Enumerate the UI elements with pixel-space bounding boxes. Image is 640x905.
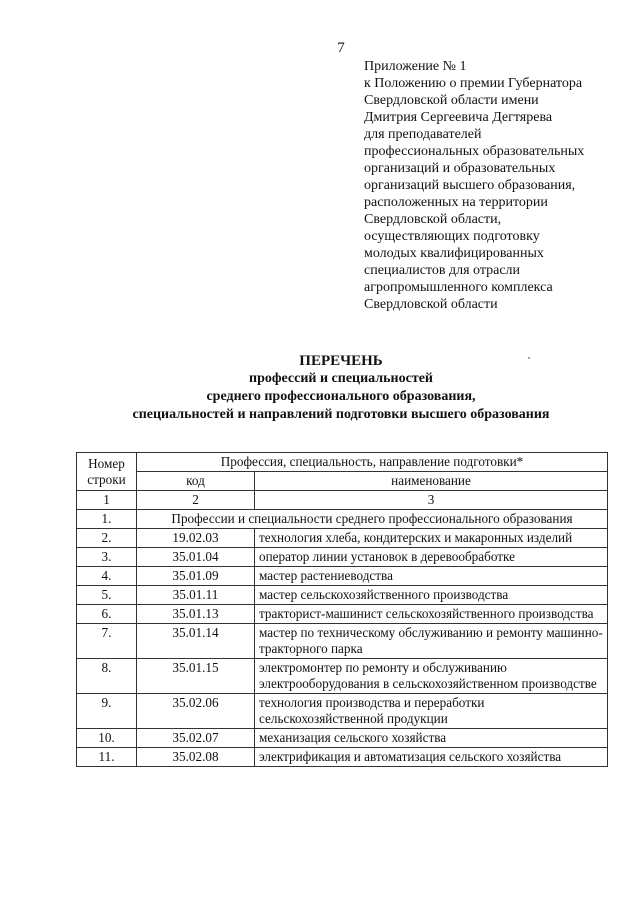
column-number: 2 bbox=[137, 491, 255, 510]
row-name: технология производства и переработки сельскохозяйственной продукции bbox=[255, 694, 608, 729]
row-name: механизация сельского хозяйства bbox=[255, 729, 608, 748]
table-row bbox=[77, 729, 608, 748]
row-code: 35.01.11 bbox=[137, 586, 255, 605]
appendix-line: профессиональных образовательных bbox=[364, 144, 585, 159]
column-numbers-row bbox=[77, 491, 608, 510]
row-code: 35.01.14 bbox=[137, 624, 255, 659]
appendix-line: расположенных на территории bbox=[364, 195, 548, 210]
table-row bbox=[77, 694, 608, 729]
row-code: 35.02.07 bbox=[137, 729, 255, 748]
document-title bbox=[0, 352, 640, 424]
title-line: профессий и специальностей bbox=[249, 371, 433, 386]
appendix-line: к Положению о премии Губернатора bbox=[364, 76, 583, 91]
appendix-line: Приложение № 1 bbox=[364, 59, 467, 74]
table-subheader-row bbox=[77, 472, 608, 491]
title-line: специальностей и направлений подготовки высшего образования bbox=[132, 407, 550, 422]
row-number: 9. bbox=[77, 694, 137, 729]
title-line: среднего профессионального образования, bbox=[206, 389, 476, 404]
appendix-line: Дмитрия Сергеевича Дегтярева bbox=[364, 110, 553, 125]
appendix-line: Свердловской области bbox=[364, 297, 498, 312]
table-header-row bbox=[77, 453, 608, 472]
column-number: 1 bbox=[77, 491, 137, 510]
row-code: 35.02.06 bbox=[137, 694, 255, 729]
table-row bbox=[77, 659, 608, 694]
table-row bbox=[77, 567, 608, 586]
row-number: 3. bbox=[77, 548, 137, 567]
header-name: наименование bbox=[255, 472, 608, 491]
row-code: 35.02.08 bbox=[137, 748, 255, 767]
row-name: электромонтер по ремонту и обслуживанию электрооборудования в сельскохозяйственном производстве bbox=[255, 659, 608, 694]
row-number: 5. bbox=[77, 586, 137, 605]
table-row bbox=[77, 605, 608, 624]
appendix-line: организаций и образовательных bbox=[364, 161, 556, 176]
section-title: Профессии и специальности среднего профессионального образования bbox=[137, 510, 608, 529]
row-number: 10. bbox=[77, 729, 137, 748]
row-name: электрификация и автоматизация сельского хозяйства bbox=[255, 748, 608, 767]
professions-table bbox=[76, 452, 608, 767]
table-row bbox=[77, 529, 608, 548]
row-number: 6. bbox=[77, 605, 137, 624]
appendix-line: организаций высшего образования, bbox=[364, 178, 576, 193]
appendix-line: для преподавателей bbox=[364, 127, 482, 142]
appendix-line: молодых квалифицированных bbox=[364, 246, 544, 261]
appendix-line: агропромышленного комплекса bbox=[364, 280, 553, 295]
appendix-line: осуществляющих подготовку bbox=[364, 229, 540, 244]
page-number: 7 bbox=[337, 40, 345, 56]
row-number: 4. bbox=[77, 567, 137, 586]
row-name: оператор линии установок в деревообработке bbox=[255, 548, 608, 567]
header-number: Номер строки bbox=[77, 453, 137, 491]
row-number: 11. bbox=[77, 748, 137, 767]
header-profession: Профессия, специальность, направление подготовки* bbox=[137, 453, 608, 472]
row-number: 7. bbox=[77, 624, 137, 659]
table-row bbox=[77, 586, 608, 605]
header-code: код bbox=[137, 472, 255, 491]
row-code: 35.01.09 bbox=[137, 567, 255, 586]
section-number: 1. bbox=[77, 510, 137, 529]
row-name: технология хлеба, кондитерских и макаронных изделий bbox=[255, 529, 608, 548]
title-main: ПЕРЕЧЕНЬ bbox=[299, 353, 383, 369]
row-name: мастер растениеводства bbox=[255, 567, 608, 586]
appendix-line: специалистов для отрасли bbox=[364, 263, 521, 278]
column-number: 3 bbox=[255, 491, 608, 510]
row-number: 8. bbox=[77, 659, 137, 694]
appendix-line: Свердловской области имени bbox=[364, 93, 539, 108]
table-row bbox=[77, 624, 608, 659]
appendix-line: Свердловской области, bbox=[364, 212, 502, 227]
row-code: 35.01.13 bbox=[137, 605, 255, 624]
row-number: 2. bbox=[77, 529, 137, 548]
row-code: 35.01.15 bbox=[137, 659, 255, 694]
row-code: 35.01.04 bbox=[137, 548, 255, 567]
row-name: мастер по техническому обслуживанию и ремонту машинно-тракторного парка bbox=[255, 624, 608, 659]
row-name: тракторист-машинист сельскохозяйственного производства bbox=[255, 605, 608, 624]
table-row bbox=[77, 748, 608, 767]
row-name: мастер сельскохозяйственного производства bbox=[255, 586, 608, 605]
section-row bbox=[77, 510, 608, 529]
appendix-note bbox=[364, 58, 636, 313]
row-code: 19.02.03 bbox=[137, 529, 255, 548]
table-row bbox=[77, 548, 608, 567]
